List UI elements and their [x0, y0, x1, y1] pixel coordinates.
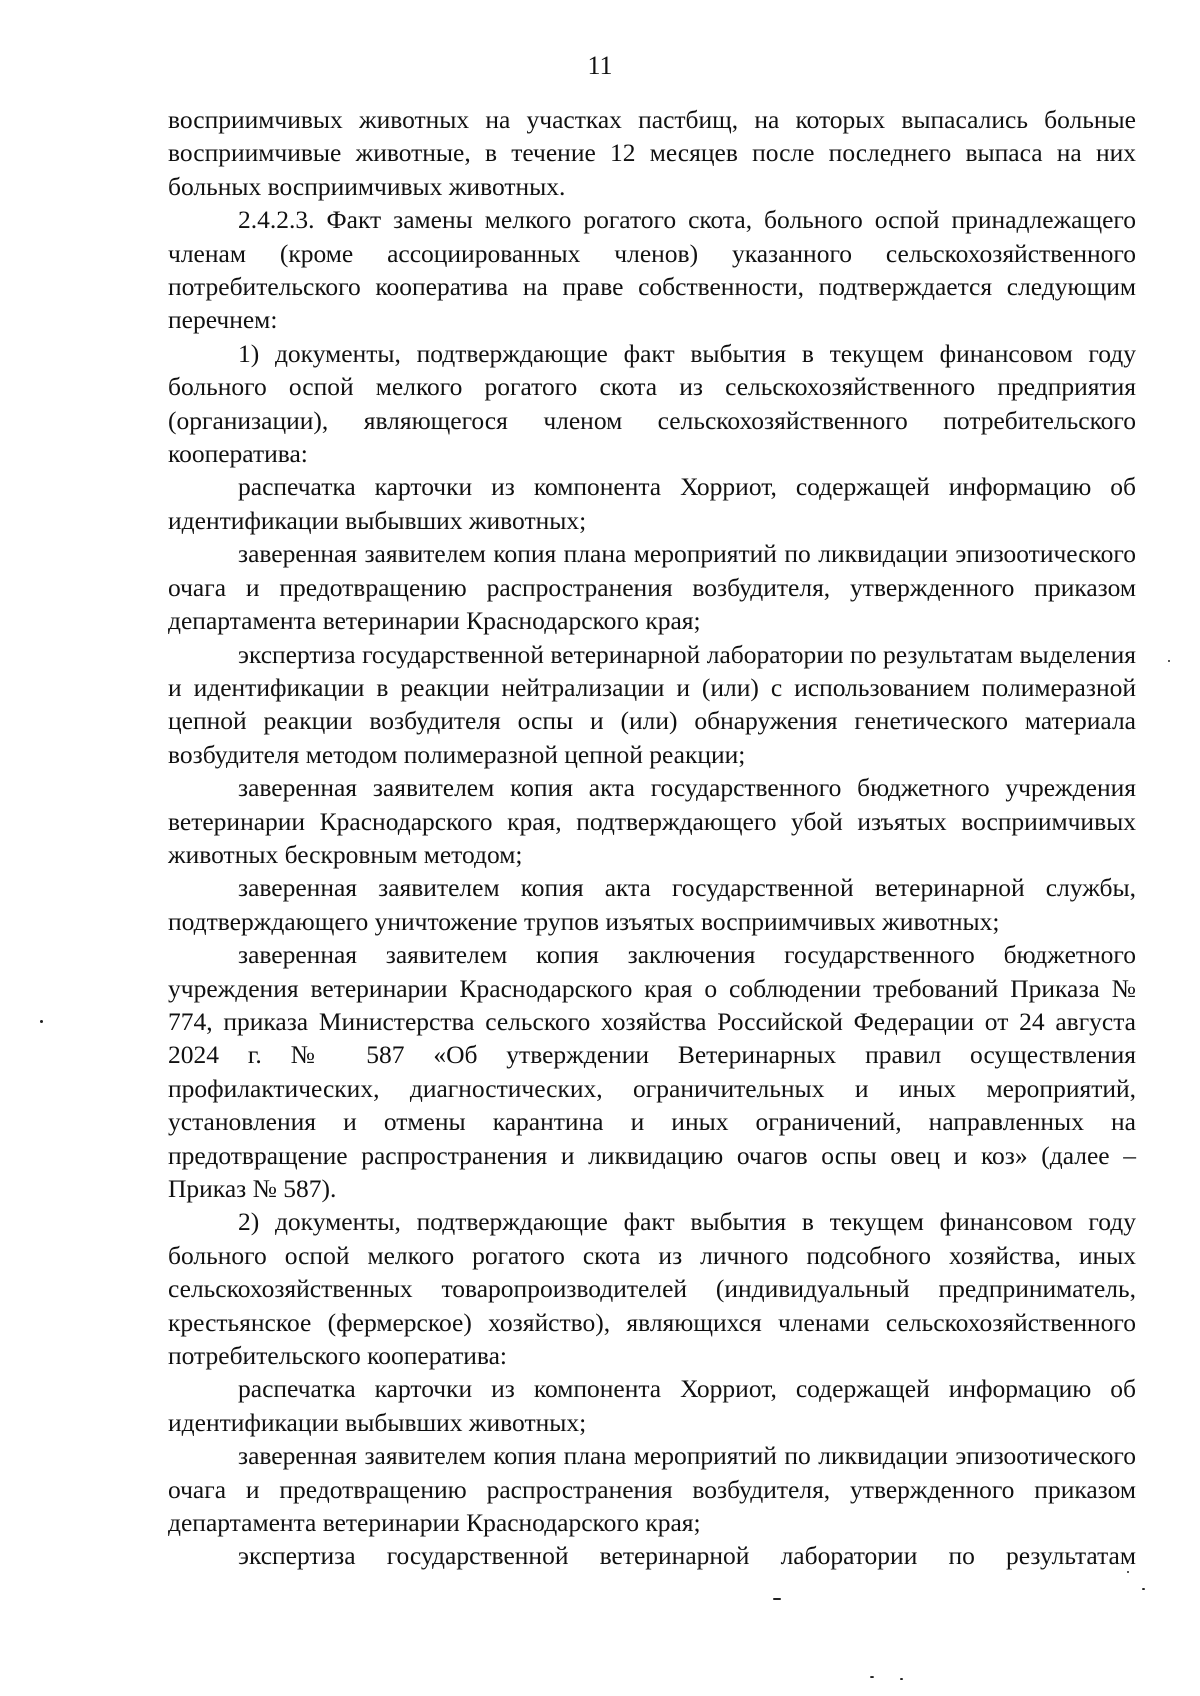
scan-speck	[1127, 1571, 1129, 1573]
scan-speck	[40, 1020, 43, 1023]
scan-speck	[900, 1678, 903, 1680]
paragraph-item-1-lab-expertise: экспертиза государственной ветеринарной лаборатории по результатам выделения и идентификации в реакции нейтрализации и (или) с использованием полимеразной цепной реакции возбудителя оспы и (или) обнаружения генетического материала возбудителя методом полимеразной цепной реакции;	[168, 639, 1136, 769]
page-number: 11	[587, 51, 613, 80]
paragraph-item-1-slaughter-act: заверенная заявителем копия акта государственного бюджетного учреждения ветеринарии Краснодарского края, подтверждающего убой изъятых восприимчивых животных бескровным методом;	[168, 773, 1136, 869]
paragraph-item-2-plan-copy: заверенная заявителем копия плана мероприятий по ликвидации эпизоотического очага и предотвращению распространения возбудителя, утвержденного приказом департамента ветеринарии Краснодарского края;	[168, 1441, 1136, 1538]
paragraph-item-1-disposal-act: заверенная заявителем копия акта государственной ветеринарной службы, подтверждающего уничтожение трупов изъятых восприимчивых животных;	[168, 873, 1136, 936]
paragraph-item-2-lab-expertise: экспертиза государственной ветеринарной лаборатории по результатам	[238, 1541, 1136, 1571]
paragraph-item-2: 2) документы, подтверждающие факт выбытия в текущем финансовом году больного оспой мелкого рогатого скота из личного подсобного хозяйства, иных сельскохозяйственных товаропроизводителей (индивидуальный предприниматель, крестьянское (фермерское) хозяйство), являющихся членами сельскохозяйственного потребительского кооператива:	[168, 1207, 1136, 1371]
scan-speck	[773, 1598, 781, 1600]
scan-speck	[870, 1676, 874, 1678]
paragraph-item-1-conclusion: заверенная заявителем копия заключения государственного бюджетного учреждения ветеринарии Краснодарского края о соблюдении требований Приказа № 774, приказа Министерства сельского хозяйства Российской Федерации от 24 августа 2024 г. № 587 «Об утверждении Ветеринарных правил осуществления профилактических, диагностических, ограничительных и иных мероприятий, установления и отмены карантина и иных ограничений, направленных на предотвращение распространения и ликвидацию очагов оспы овец и коз» (далее – Приказ № 587).	[168, 940, 1136, 1203]
scan-speck	[1142, 1588, 1145, 1590]
paragraph-item-1-printout: распечатка карточки из компонента Хорриот, содержащей информацию об идентификации выбывших животных;	[168, 472, 1136, 535]
scan-speck	[1168, 660, 1170, 662]
paragraph-item-1-plan-copy: заверенная заявителем копия плана мероприятий по ликвидации эпизоотического очага и предотвращению распространения возбудителя, утвержденного приказом департамента ветеринарии Краснодарского края;	[168, 539, 1136, 636]
document-body	[168, 103, 1136, 1573]
paragraph-item-2-printout: распечатка карточки из компонента Хорриот, содержащей информацию об идентификации выбывших животных;	[168, 1374, 1136, 1437]
paragraph-continuation: восприимчивых животных на участках пастбищ, на которых выпасались больные восприимчивые животные, в течение 12 месяцев после последнего выпаса на них больных восприимчивых животных.	[168, 105, 1136, 201]
paragraph-item-1: 1) документы, подтверждающие факт выбытия в текущем финансовом году больного оспой мелкого рогатого скота из сельскохозяйственного предприятия (организации), являющегося членом сельскохозяйственного потребительского кооператива:	[168, 338, 1136, 469]
paragraph-section-2-4-2-3: 2.4.2.3. Факт замены мелкого рогатого скота, больного оспой принадлежащего членам (кроме ассоциированных членов) указанного сельскохозяйственного потребительского кооператива на праве собственности, подтверждается следующим перечнем:	[168, 205, 1136, 335]
